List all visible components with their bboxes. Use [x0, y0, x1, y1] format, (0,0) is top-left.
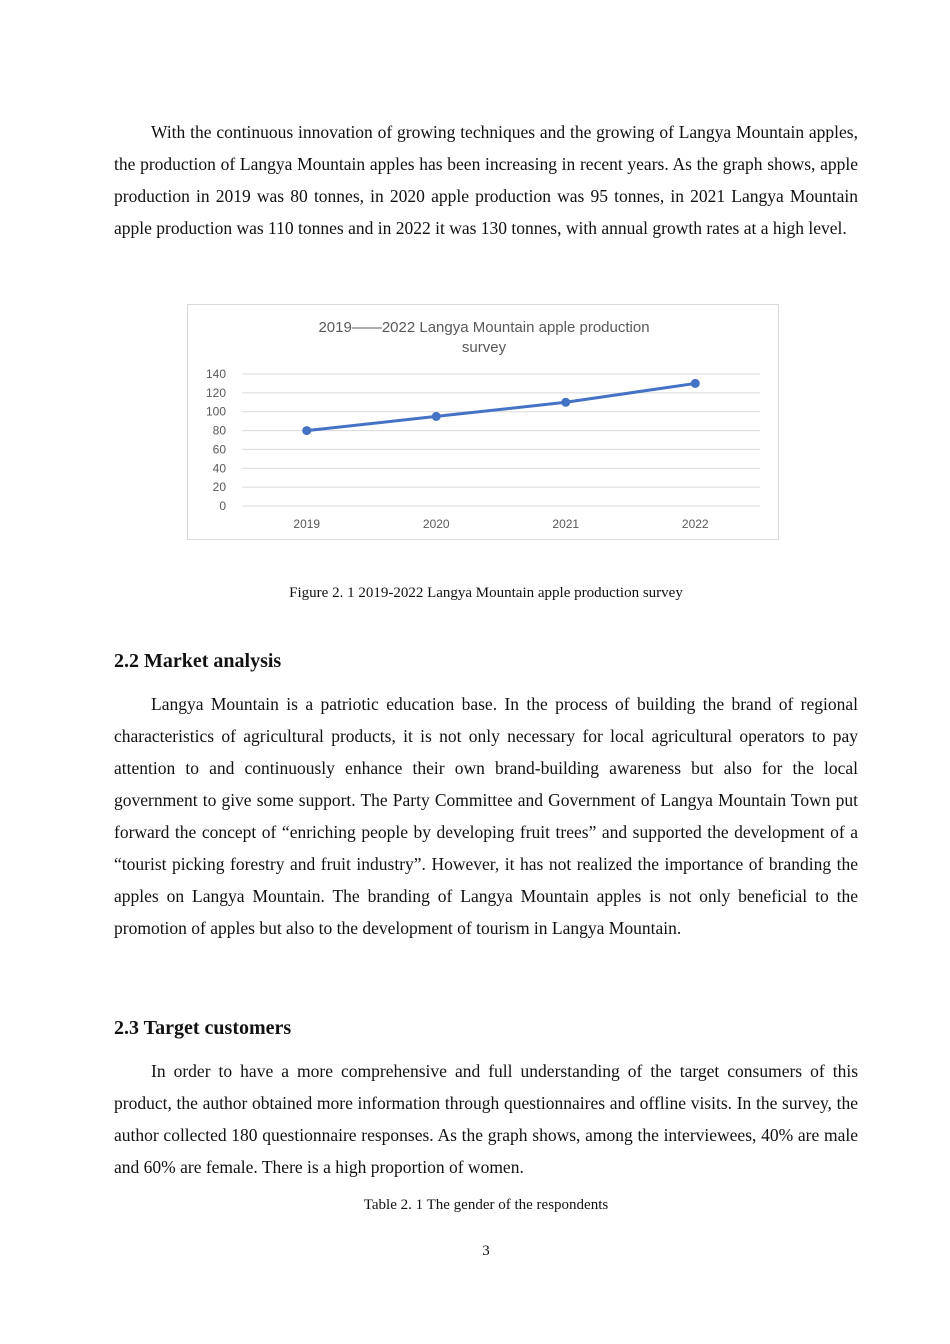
gridlines — [242, 374, 760, 506]
page-number: 3 — [482, 1243, 490, 1259]
intro-paragraph: With the continuous innovation of growing techniques and the growing of Langya Mountain apples, the production of Langya Mountain apples has been increasing in recent years. As the graph shows, apple production in 2019 was 80 tonnes, in 2020 apple production was 95 tonnes, in 2021 Langya Mountain apple production was 110 tonnes and in 2022 it was 130 tonnes, with annual growth rates at a high level. — [114, 122, 858, 238]
y-tick-label: 60 — [212, 442, 226, 457]
data-point — [432, 412, 441, 421]
y-tick-label: 40 — [212, 461, 226, 476]
x-tick-label: 2020 — [422, 517, 450, 531]
data-point — [561, 398, 570, 407]
data-point — [691, 379, 700, 388]
y-tick-label: 0 — [219, 499, 226, 513]
data-point — [302, 426, 311, 435]
section-heading-target: 2.3 Target customers — [114, 1017, 292, 1039]
x-axis-ticks — [293, 517, 709, 531]
production-line-chart — [187, 304, 779, 540]
y-tick-label: 100 — [205, 404, 226, 419]
table-caption: Table 2. 1 The gender of the respondents — [363, 1197, 609, 1213]
x-tick-label: 2022 — [681, 517, 709, 531]
x-tick-label: 2021 — [552, 517, 580, 531]
y-tick-label: 20 — [212, 480, 226, 495]
y-axis-ticks — [206, 367, 226, 513]
chart-canvas — [188, 305, 780, 541]
series — [302, 379, 700, 435]
chart-title-line-2: survey — [461, 339, 507, 356]
y-tick-label: 120 — [205, 385, 226, 400]
market-paragraph: Langya Mountain is a patriotic education base. In the process of building the brand of regional characteristics of agricultural products, it is not only necessary for local agricultural operators to pay attention to and continuously enhance their own brand-building awareness but also for the local government to give some support. The Party Committee and Government of Langya Mountain Town put forward the concept of “enriching people by developing fruit trees” and supported the development of a “tourist picking forestry and fruit industry”. However, it has not realized the importance of branding the apples on Langya Mountain. The branding of Langya Mountain apples is not only beneficial to the promotion of apples but also to the development of tourism in Langya Mountain. — [114, 694, 858, 938]
series-line — [307, 383, 696, 430]
target-paragraph: In order to have a more comprehensive and full understanding of the target consumers of this product, the author obtained more information through questionnaires and offline visits. In the survey, the author collected 180 questionnaire responses. As the graph shows, among the interviewees, 40% are male and 60% are female. There is a high proportion of women. — [114, 1061, 858, 1177]
section-heading-market: 2.2 Market analysis — [114, 650, 282, 672]
chart-title: 2019——2022 Langya Mountain apple production — [318, 319, 650, 336]
y-tick-label: 140 — [205, 367, 226, 381]
figure-caption: Figure 2. 1 2019-2022 Langya Mountain apple production survey — [289, 585, 683, 601]
x-tick-label: 2019 — [293, 517, 321, 531]
y-tick-label: 80 — [212, 423, 226, 438]
